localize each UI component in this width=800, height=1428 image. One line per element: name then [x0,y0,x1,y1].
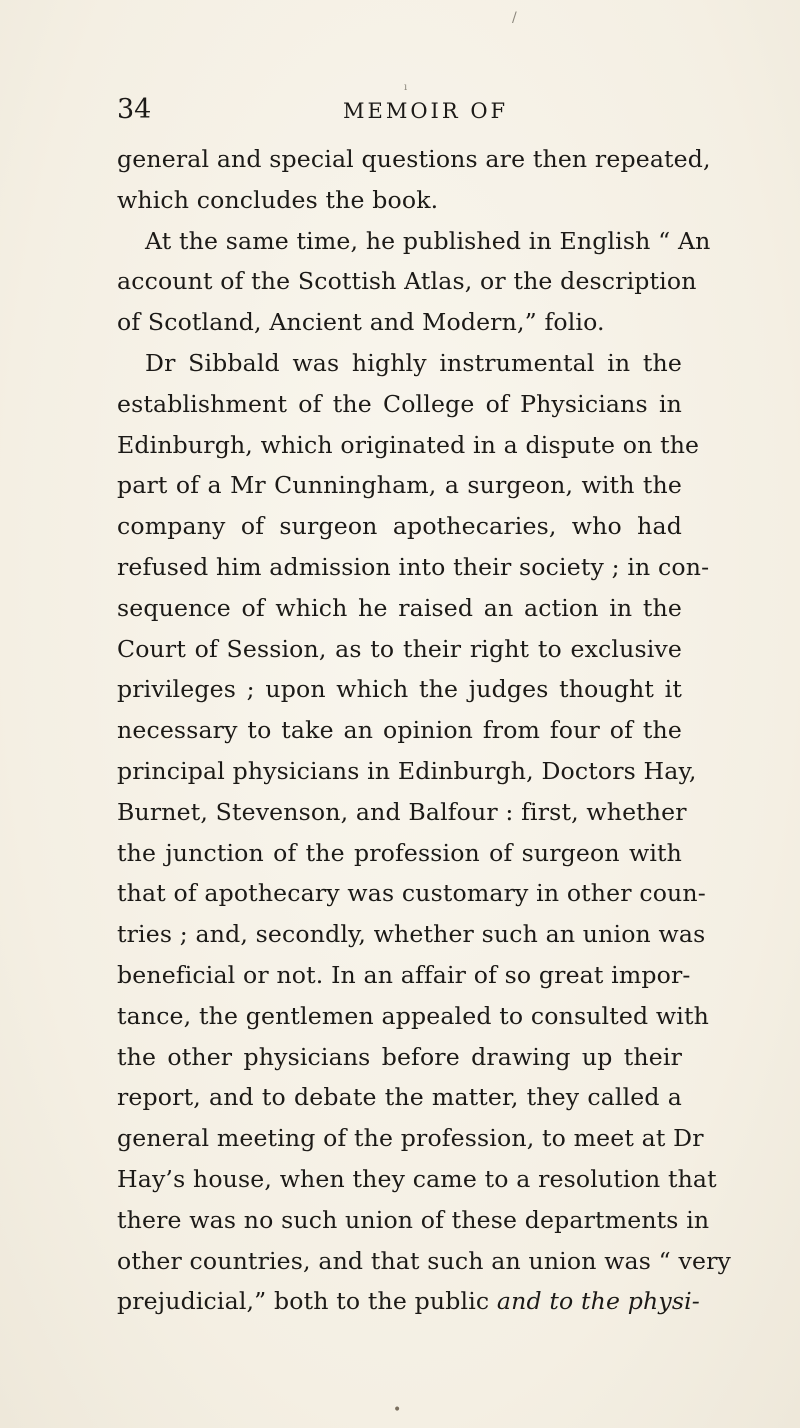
text-line: Burnet, Stevenson, and Balfour : first, whether [117,797,687,826]
text-line: Hay’s house, when they came to a resolution that [117,1164,717,1193]
text-line: of Scotland, Ancient and Modern,” folio. [117,308,605,337]
text-line: the other physicians before drawing up their [117,1042,682,1071]
text-line: general and special questions are then repeated, [117,145,711,173]
text-line: that of apothecary was customary in other coun- [117,879,706,908]
text-line: tance, the gentlemen appealed to consulted with [117,1001,709,1030]
text-line: establishment of the College of Physicians in [117,389,682,418]
paper-speck: / [512,10,517,26]
text-line: At the same time, he published in English “ An [145,226,711,255]
text-line: tries ; and, secondly, whether such an union was [117,920,706,949]
text-line: which concludes the book. [117,185,439,214]
text-line: Dr Sibbald was highly instrumental in the [145,348,682,377]
text-line: refused him admission into their society ; in con- [117,552,710,581]
text-line: part of a Mr Cunningham, a surgeon, with the [117,471,682,500]
text-line: company of surgeon apothecaries, who had [117,512,682,541]
text-line: report, and to debate the matter, they called a [117,1083,682,1112]
page-header [117,92,677,132]
text-line: there was no such union of these departments in [117,1205,710,1234]
body-text [117,139,732,1322]
text-line: sequence of which he raised an action in the [117,593,682,622]
text-line: the junction of the profession of surgeon with [117,838,682,867]
text-line: privileges ; upon which the judges thought it [117,675,682,704]
text-line: principal physicians in Edinburgh, Doctors Hay, [117,756,697,785]
text-line-last [117,1281,700,1322]
text-line: other countries, and that such an union was “ very [117,1246,732,1275]
text-line: account of the Scottish Atlas, or the description [117,267,697,296]
text-run: prejudicial,” both to the public [117,1287,497,1316]
paper-speck: • [393,1402,402,1418]
running-title: MEMOIR OF [343,99,509,123]
italic-text-run: and to the physi- [496,1287,700,1316]
text-line: Court of Session, as to their right to exclusive [117,634,682,663]
paper-speck: ı [404,82,408,93]
text-line: beneficial or not. In an affair of so great impor- [117,960,691,989]
text-line: Edinburgh, which originated in a dispute on the [117,430,700,459]
page-number: 34 [117,94,152,125]
text-line: general meeting of the profession, to meet at Dr [117,1124,704,1153]
text-line: necessary to take an opinion from four of the [117,716,682,745]
